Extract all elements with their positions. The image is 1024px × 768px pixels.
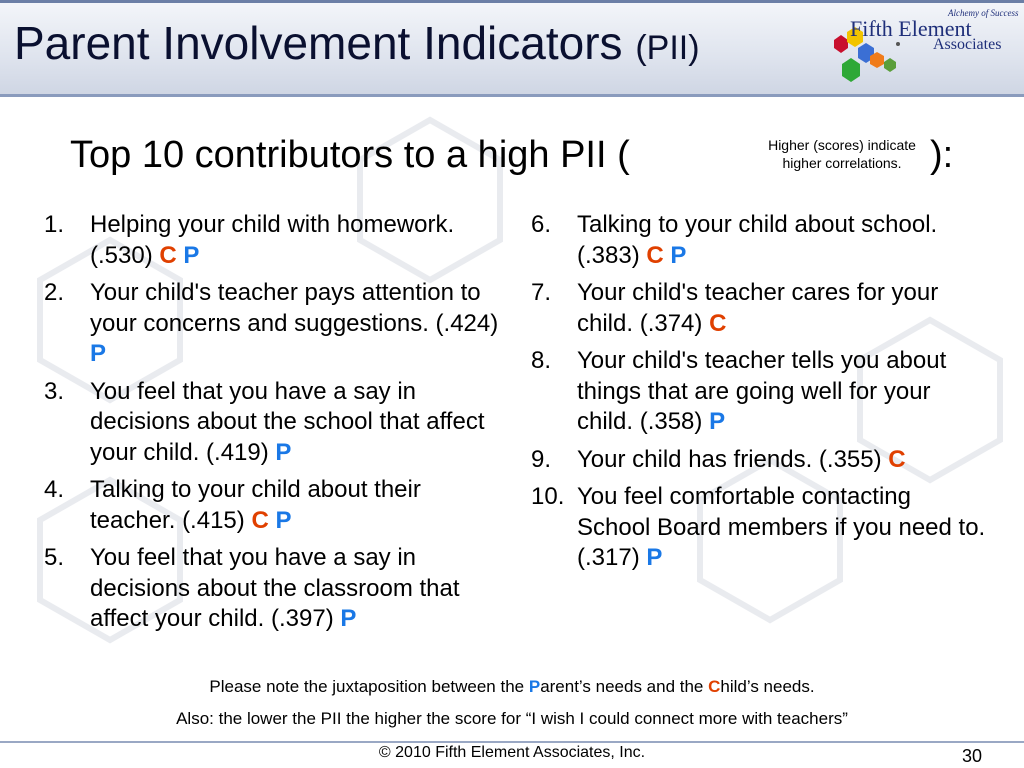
item-number: 5. — [44, 544, 65, 571]
item-text: Your child's teacher cares for your child. (.374) C — [577, 279, 939, 337]
juxtaposition-note: Please note the juxtaposition between the Parent’s needs and the Child’s needs. — [209, 677, 815, 696]
item-number: 8. — [531, 347, 552, 374]
subtitle-note: Higher (scores) indicate higher correlations. — [768, 137, 916, 171]
slide-subtitle — [0, 126, 1024, 186]
item-number: 9. — [531, 445, 552, 473]
title-text: Parent Involvement Indicators — [14, 17, 623, 69]
parent-marker: P — [646, 544, 663, 571]
list-item — [44, 475, 502, 536]
item-text: You feel that you have a say in decisions about the classroom that affect your child. (.397) P — [90, 544, 460, 632]
footer-divider — [0, 741, 1024, 743]
header-divider — [0, 94, 1024, 97]
slide-title — [14, 16, 700, 70]
item-text: Your child's teacher pays attention to your concerns and suggestions. (.424) P — [90, 279, 499, 367]
child-marker: C — [251, 506, 269, 534]
list-item — [44, 543, 502, 635]
logo-tagline: Alchemy of Success — [948, 8, 1019, 18]
parent-letter: P — [528, 677, 541, 696]
child-letter: C — [708, 677, 721, 696]
logo-name-line1: Fifth Element — [850, 16, 972, 41]
item-text: Helping your child with homework. (.530) C P — [90, 211, 455, 269]
logo-name-line2: Associates — [933, 36, 1002, 53]
parent-marker: P — [340, 605, 357, 632]
title-suffix: (PII) — [635, 29, 700, 67]
item-number: 2. — [44, 279, 65, 306]
child-marker: C — [159, 241, 177, 269]
parent-marker: P — [275, 438, 292, 466]
item-text: Your child has friends. (.355) C — [577, 445, 906, 473]
list-item — [531, 482, 991, 574]
parent-marker: P — [670, 241, 687, 269]
list-item — [44, 377, 502, 469]
header-top-rule — [0, 0, 1024, 3]
item-number: 4. — [44, 476, 65, 503]
item-text: You feel that you have a say in decisions about the school that affect your child. (.419) P — [90, 377, 485, 466]
item-text: Talking to your child about school. (.383) C P — [577, 211, 938, 269]
parent-marker: P — [183, 241, 200, 269]
item-number: 10. — [531, 483, 565, 510]
child-marker: C — [646, 241, 664, 269]
company-logo — [828, 8, 1018, 92]
item-text: Your child's teacher tells you about things that are going well for your child. (.358) P — [577, 347, 947, 435]
page-number: 30 — [962, 746, 983, 766]
item-text: Talking to your child about their teacher. (.415) C P — [90, 476, 421, 534]
item-number: 3. — [44, 377, 65, 405]
item-number: 6. — [531, 211, 552, 238]
child-marker: C — [888, 445, 906, 473]
item-number: 7. — [531, 279, 552, 306]
child-marker: C — [709, 309, 727, 337]
list-item — [531, 445, 991, 476]
contributors-list-right — [531, 210, 991, 581]
parent-marker: P — [709, 408, 726, 435]
footer-copyright: © 2010 Fifth Element Associates, Inc. — [378, 744, 646, 761]
parent-marker: P — [90, 340, 107, 367]
item-text: You feel comfortable contacting School Board members if you need to. (.317) P — [577, 483, 986, 571]
list-item — [531, 346, 991, 438]
list-item — [44, 278, 502, 370]
list-item — [531, 210, 991, 271]
parent-marker: P — [275, 506, 292, 534]
pii-note: Also: the lower the PII the higher the score for “I wish I could connect more with teachers” — [176, 709, 848, 728]
subtitle-close: ): — [930, 134, 954, 176]
list-item — [44, 210, 502, 271]
subtitle-main: Top 10 contributors to a high PII ( — [70, 134, 630, 176]
list-item — [531, 278, 991, 339]
contributors-list-left — [44, 210, 502, 642]
item-number: 1. — [44, 211, 65, 238]
